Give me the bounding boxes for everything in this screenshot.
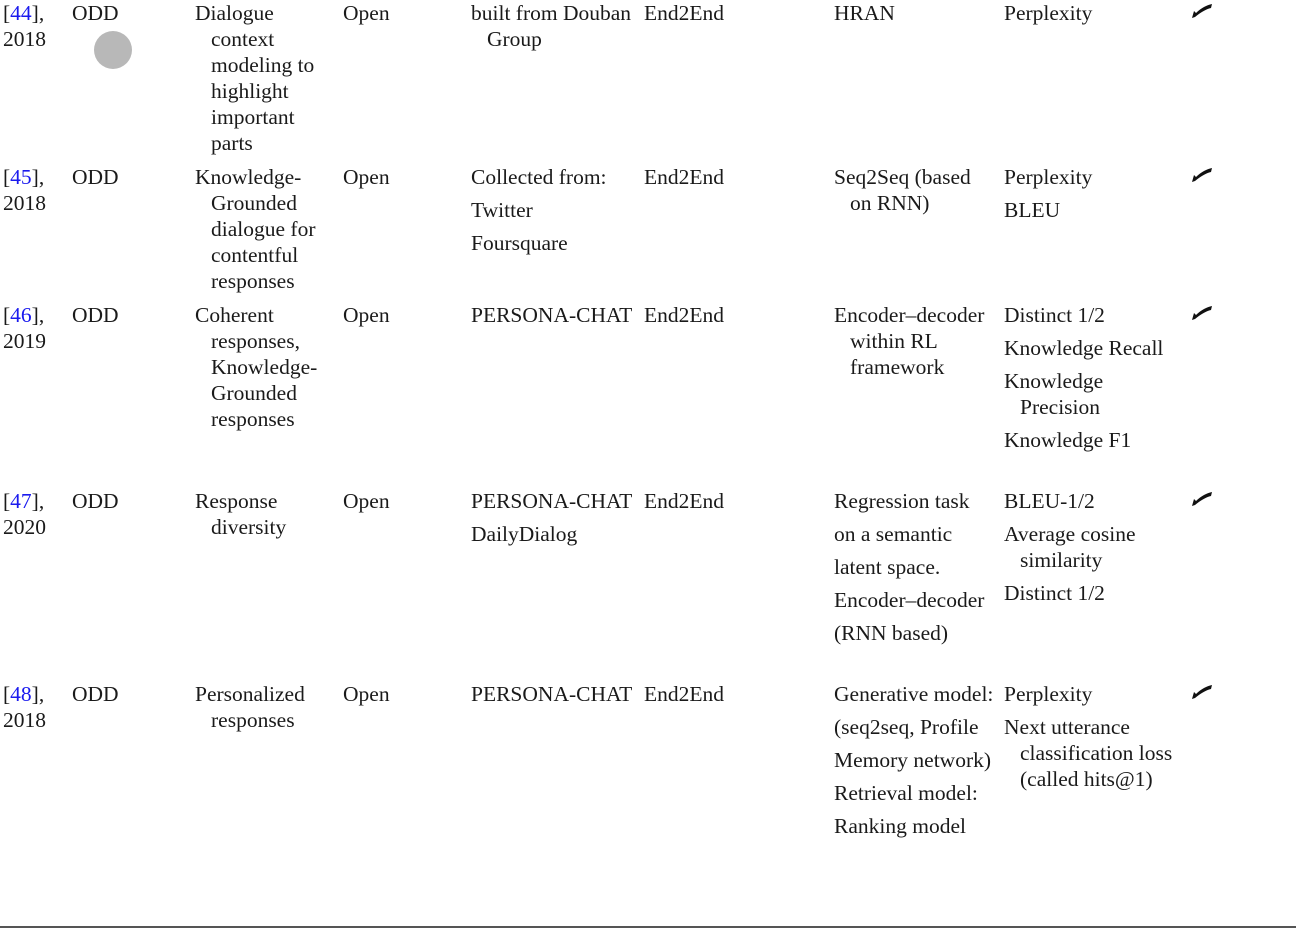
model-line: Seq2Seq (based on RNN) bbox=[834, 165, 971, 215]
metrics-line: Perplexity bbox=[1004, 165, 1093, 189]
datasets-line: Collected from: bbox=[471, 165, 607, 189]
goal-cell bbox=[195, 0, 335, 156]
datasets-cell bbox=[471, 164, 636, 256]
architecture-cell: End2End bbox=[644, 682, 725, 706]
domain-cell: Open bbox=[343, 1, 390, 25]
domain-cell: Open bbox=[343, 165, 390, 189]
citation-link[interactable]: 47 bbox=[10, 489, 32, 513]
model-cell bbox=[834, 0, 996, 26]
reference-cell: [47], 2020 bbox=[3, 489, 46, 539]
metrics-cell bbox=[1004, 0, 1179, 26]
architecture-cell: End2End bbox=[644, 1, 725, 25]
datasets-line: Twitter bbox=[471, 198, 533, 222]
type-cell: ODD bbox=[72, 489, 119, 513]
goal-cell bbox=[195, 164, 335, 294]
year: 2018 bbox=[3, 708, 46, 732]
model-line: HRAN bbox=[834, 1, 895, 25]
goal-line: Knowledge-Grounded dialogue for contentful responses bbox=[195, 165, 316, 293]
datasets-cell bbox=[471, 681, 636, 707]
check-cell bbox=[1190, 302, 1220, 328]
architecture-cell: End2End bbox=[644, 303, 725, 327]
type-cell: ODD bbox=[72, 165, 119, 189]
architecture-cell: End2End bbox=[644, 489, 725, 513]
datasets-line: DailyDialog bbox=[471, 522, 578, 546]
metrics-cell bbox=[1004, 302, 1179, 453]
goal-cell bbox=[195, 488, 335, 540]
check-icon bbox=[1190, 166, 1214, 184]
datasets-cell bbox=[471, 488, 636, 547]
datasets-cell bbox=[471, 0, 636, 52]
reference-cell: [48], 2018 bbox=[3, 682, 46, 732]
metrics-line: Average cosine similarity bbox=[1004, 522, 1136, 572]
citation-link[interactable]: 45 bbox=[10, 165, 32, 189]
metrics-line: Distinct 1/2 bbox=[1004, 303, 1105, 327]
metrics-cell bbox=[1004, 681, 1179, 792]
check-icon bbox=[1190, 683, 1214, 701]
datasets-line: PERSONA-CHAT bbox=[471, 682, 633, 706]
domain-cell: Open bbox=[343, 303, 390, 327]
goal-line: Dialogue context modeling to highlight important parts bbox=[195, 1, 315, 155]
year: 2018 bbox=[3, 191, 46, 215]
model-line: Ranking model bbox=[834, 814, 966, 838]
year: 2018 bbox=[3, 27, 46, 51]
model-line: Encoder–decoder within RL framework bbox=[834, 303, 985, 379]
architecture-cell: End2End bbox=[644, 165, 725, 189]
citation-link[interactable]: 46 bbox=[10, 303, 32, 327]
metrics-line: Perplexity bbox=[1004, 1, 1093, 25]
metrics-line: Knowledge Recall bbox=[1004, 336, 1164, 360]
metrics-line: Knowledge Precision bbox=[1004, 369, 1104, 419]
metrics-line: BLEU bbox=[1004, 198, 1061, 222]
check-cell bbox=[1190, 0, 1220, 26]
datasets-line: PERSONA-CHAT bbox=[471, 489, 633, 513]
type-cell: ODD bbox=[72, 682, 119, 706]
domain-cell: Open bbox=[343, 489, 390, 513]
check-cell bbox=[1190, 164, 1220, 190]
domain-cell: Open bbox=[343, 682, 390, 706]
metrics-line: BLEU-1/2 bbox=[1004, 489, 1095, 513]
table-bottom-rule bbox=[0, 926, 1296, 928]
reference-cell: [45], 2018 bbox=[3, 165, 46, 215]
datasets-cell bbox=[471, 302, 636, 328]
datasets-line: built from Douban Group bbox=[471, 1, 632, 51]
metrics-cell bbox=[1004, 164, 1179, 223]
goal-cell bbox=[195, 681, 335, 733]
citation-link[interactable]: 44 bbox=[10, 1, 32, 25]
citation-link[interactable]: 48 bbox=[10, 682, 32, 706]
model-cell bbox=[834, 681, 996, 839]
goal-line: Personalized responses bbox=[195, 682, 305, 732]
cursor-marker bbox=[94, 31, 132, 69]
check-cell bbox=[1190, 488, 1220, 514]
model-cell bbox=[834, 164, 996, 216]
metrics-line: Perplexity bbox=[1004, 682, 1093, 706]
year: 2020 bbox=[3, 515, 46, 539]
metrics-cell bbox=[1004, 488, 1179, 606]
metrics-line: Distinct 1/2 bbox=[1004, 581, 1105, 605]
metrics-line: Next utterance classification loss (called hits@1) bbox=[1004, 715, 1173, 791]
model-line: (RNN based) bbox=[834, 621, 949, 645]
datasets-line: Foursquare bbox=[471, 231, 568, 255]
model-line: Regression task bbox=[834, 489, 970, 513]
check-icon bbox=[1190, 490, 1214, 508]
type-cell: ODD bbox=[72, 1, 119, 25]
model-line: Memory network) bbox=[834, 748, 992, 772]
model-line: Encoder–decoder bbox=[834, 588, 985, 612]
check-icon bbox=[1190, 2, 1214, 20]
model-cell bbox=[834, 302, 996, 380]
goal-line: Coherent responses, Knowledge-Grounded responses bbox=[195, 303, 318, 431]
model-line: Retrieval model: bbox=[834, 781, 978, 805]
check-icon bbox=[1190, 304, 1214, 322]
goal-line: Response diversity bbox=[195, 489, 287, 539]
model-line: (seq2seq, Profile bbox=[834, 715, 979, 739]
model-line: Generative model: bbox=[834, 682, 994, 706]
model-line: latent space. bbox=[834, 555, 941, 579]
type-cell: ODD bbox=[72, 303, 119, 327]
model-cell bbox=[834, 488, 996, 646]
goal-cell bbox=[195, 302, 335, 432]
datasets-line: PERSONA-CHAT bbox=[471, 303, 633, 327]
year: 2019 bbox=[3, 329, 46, 353]
metrics-line: Knowledge F1 bbox=[1004, 428, 1132, 452]
reference-cell: [46], 2019 bbox=[3, 303, 46, 353]
check-cell bbox=[1190, 681, 1220, 707]
model-line: on a semantic bbox=[834, 522, 953, 546]
reference-cell: [44], 2018 bbox=[3, 1, 46, 51]
